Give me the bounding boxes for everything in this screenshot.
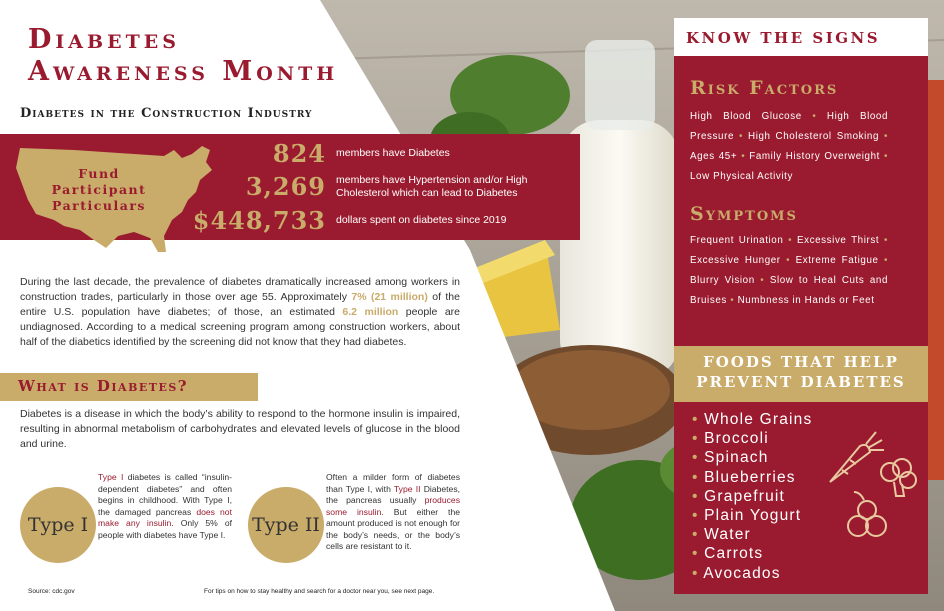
risk-item: Family History (749, 151, 821, 162)
intro-text: people are undiagnosed. According to a medical screening program among construction workers, about half of the diabetics identified by the screening did not know that they had diabetes. (20, 306, 460, 348)
fund-participant-label: Fund Participant Particulars (51, 166, 147, 213)
food-item: • Spinach (692, 448, 812, 467)
risk-item: High Blood Glucose (690, 111, 802, 122)
food-item: • Water (692, 525, 812, 544)
food-item: • Broccoli (692, 429, 812, 448)
what-is-diabetes-text: Diabetes is a disease in which the body’s ability to respond to the hormone insulin is impaired, resulting in abnormal metabolism of carbohydrates and elevated levels of glucose in the blood and urine. (20, 408, 460, 450)
type-1-lead: Type I (98, 472, 124, 482)
type-1-emphasis: does not make any insulin. (98, 506, 232, 528)
stat-number: $448,733 (192, 206, 326, 235)
risk-item: Smoking (836, 131, 880, 142)
title-line-1: Diabetes (28, 24, 180, 55)
title-line-2: Awareness Month (28, 56, 339, 87)
foods-list (692, 410, 812, 583)
foods-title-line-1: FOODS THAT HELP (703, 353, 899, 371)
risk-item: Ages 45+ (690, 151, 738, 162)
foods-title (686, 352, 916, 392)
symptom-item: Frequent Urination (690, 235, 784, 246)
risk-factors-title: Risk Factors (690, 77, 839, 99)
type-1-description (98, 472, 232, 541)
stat-number: 824 (272, 139, 326, 168)
food-icons (820, 430, 920, 550)
risk-item: Overweight (824, 151, 880, 162)
stat-text: members have Diabetes (336, 147, 450, 159)
source-note: Source: cdc.gov (28, 588, 75, 595)
food-item: • Whole Grains (692, 410, 812, 429)
food-item: • Plain Yogurt (692, 506, 812, 525)
risk-item: High Cholesterol (748, 131, 832, 142)
page-title (28, 24, 338, 88)
food-item: • Avocados (692, 564, 812, 583)
symptom-item: Slow to Heal Cuts and Bruises (690, 275, 889, 306)
risk-factors-list: High Blood Glucose • High Blood Pressure • High Cholesterol Smoking • Ages 45+ • Family History Overweight • Low Physical Activity (690, 111, 889, 182)
carrot-icon (830, 432, 884, 482)
stat-row (176, 172, 556, 201)
type-2-badge: Type II (248, 487, 324, 563)
intro-highlight: 7% (21 million) (351, 291, 428, 303)
symptom-item: Excessive Thirst (796, 235, 880, 246)
risk-item: High Blood Pressure (690, 111, 889, 142)
intro-text: of the entire U.S. population have diabetes; of those, an estimated (20, 291, 460, 318)
food-item: • Grapefruit (692, 487, 812, 506)
intro-highlight: 6.2 million (342, 306, 399, 318)
tips-note: For tips on how to stay healthy and search for a doctor near you, see next page. (204, 588, 435, 595)
food-item: • Carrots (692, 544, 812, 563)
type-2-lead: Type II (393, 483, 421, 494)
type-2-text: But either the amount produced is not enough for the body’s needs, or the body’s cells are resistant to it. (326, 506, 461, 551)
type-2-text: Often a milder form of diabetes than Type I, with (326, 472, 460, 494)
symptom-item: Extreme Fatigue (795, 255, 879, 266)
food-item: • Blueberries (692, 468, 812, 487)
symptom-item: Blurry Vision (690, 275, 755, 286)
risk-item: Low Physical Activity (690, 171, 793, 182)
page-subtitle: Diabetes in the Construction Industry (20, 106, 313, 121)
type-1-badge: Type I (20, 487, 96, 563)
broccoli-icon (881, 459, 916, 496)
berries-icon (848, 492, 886, 536)
intro-paragraph (20, 275, 460, 350)
section-title-what-is-diabetes: What is Diabetes? (18, 377, 189, 395)
type-2-description (326, 472, 460, 553)
symptoms-list: Frequent Urination • Excessive Thirst • Excessive Hunger • Extreme Fatigue • Blurry Vision • Slow to Heal Cuts and Bruises • Numbness in Hands or Feet (690, 235, 889, 306)
know-the-signs-title: KNOW THE SIGNS (686, 29, 881, 47)
stat-row (176, 206, 556, 235)
type-2-emphasis: produces some insulin. (326, 495, 460, 517)
type-1-text: diabetes is called “insulin-dependent diabetes” and often begins in childhood. With Type I, the damaged pancreas (98, 472, 233, 517)
type-1-text: Only 5% of people with diabetes have Type I. (98, 518, 232, 540)
stat-text: dollars spent on diabetes since 2019 (336, 214, 507, 226)
type-2-text: Diabetes, the pancreas usually (326, 483, 461, 505)
stat-text: members have Hypertension and/or High Cholesterol which can lead to Diabetes (336, 173, 528, 199)
intro-text: During the last decade, the prevalence of diabetes dramatically increased among workers in construction trades, particularly in those over age 55. Approximately (20, 276, 460, 303)
symptom-item: Excessive Hunger (690, 255, 781, 266)
foods-title-line-2: PREVENT DIABETES (696, 373, 906, 391)
stat-row (176, 139, 556, 168)
symptom-item: Numbness in Hands or Feet (737, 295, 875, 306)
stat-number: 3,269 (245, 172, 326, 201)
symptoms-title: Symptoms (690, 203, 798, 225)
